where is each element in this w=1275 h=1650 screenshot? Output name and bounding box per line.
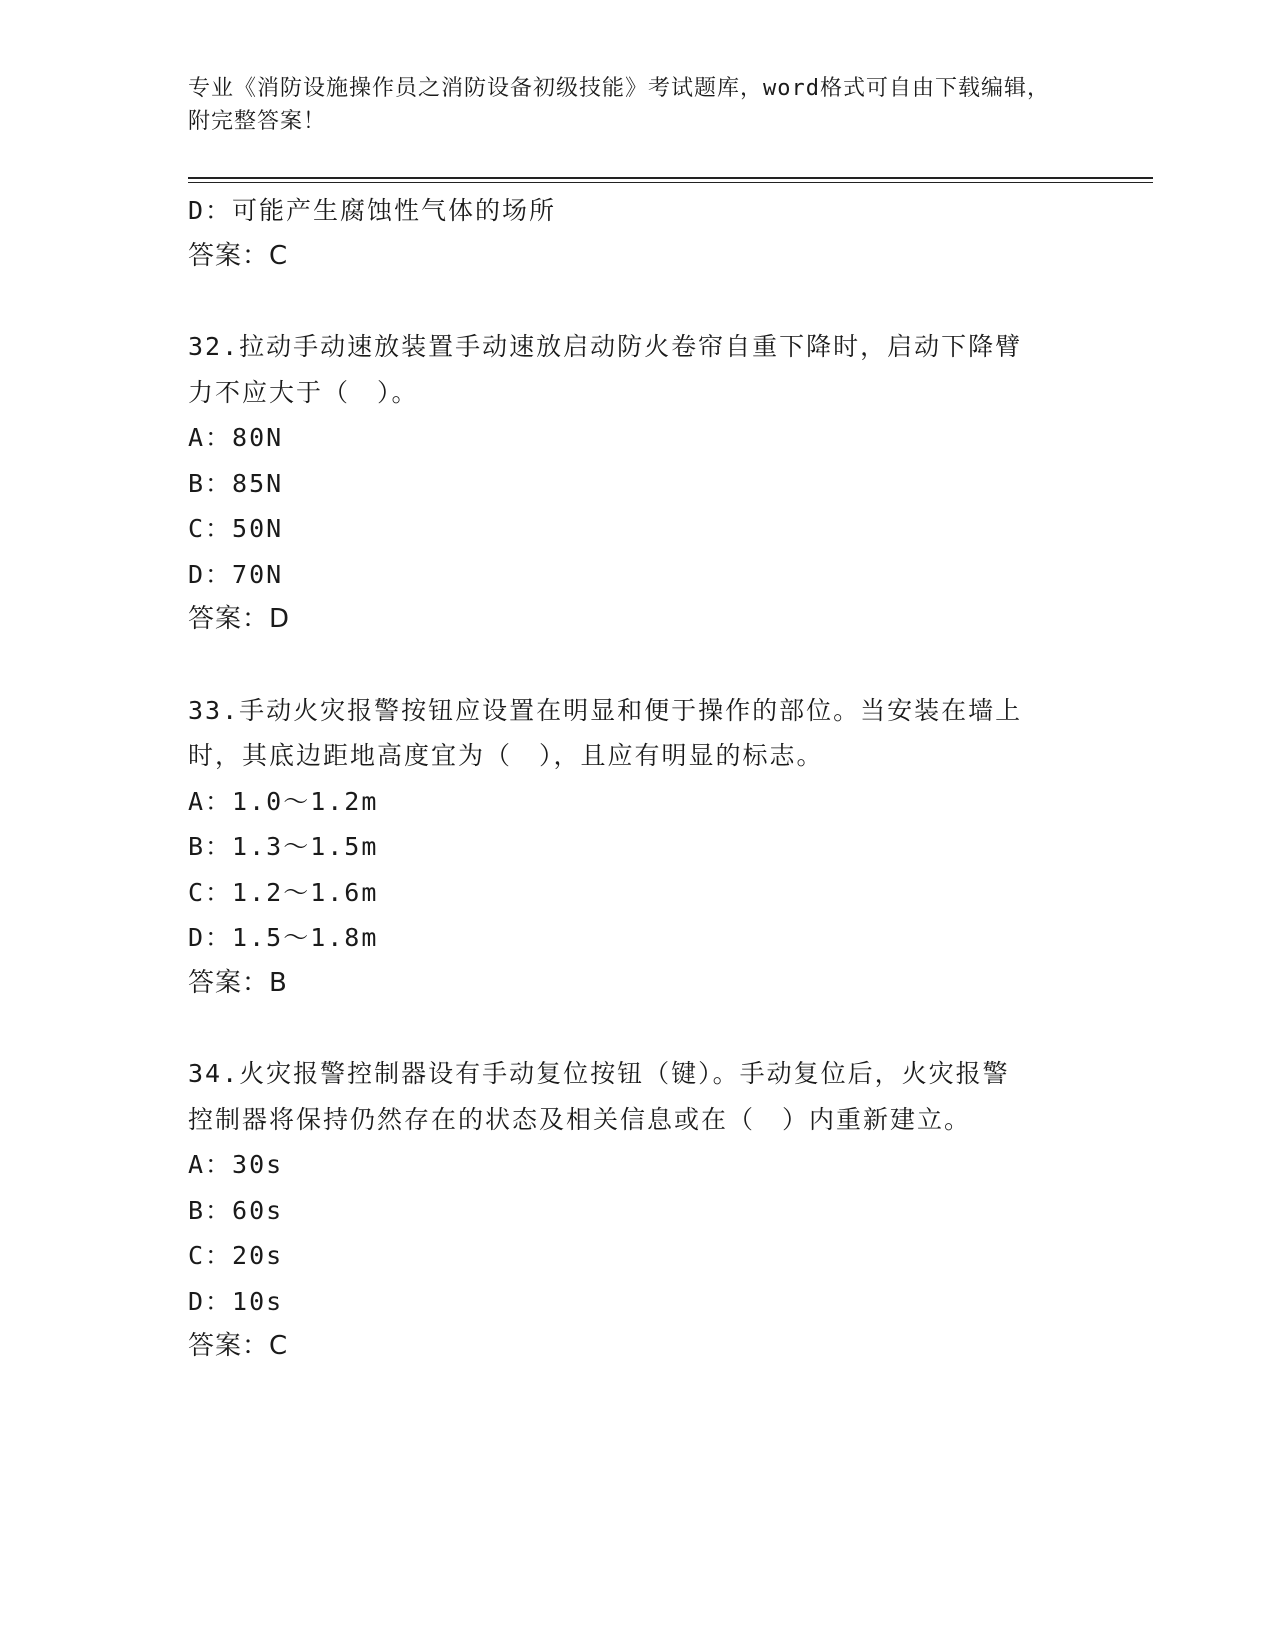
option-d: D：可能产生腐蚀性气体的场所	[188, 196, 557, 225]
option-c: C：50N	[188, 514, 284, 543]
option-d: D：70N	[188, 559, 284, 589]
question-33	[188, 688, 1088, 1007]
answer: 答案：C	[188, 240, 289, 271]
spacer	[188, 279, 1088, 324]
option-b: B：60s	[188, 1195, 284, 1225]
question-stem-line: 控制器将保持仍然存在的状态及相关信息或在（ ）内重新建立。	[188, 1104, 972, 1134]
question-list	[188, 188, 1088, 1370]
previous-question-tail	[188, 188, 1088, 279]
question-stem-line: 32.拉动手动速放装置手动速放启动防火卷帘自重下降时，启动下降臂	[188, 332, 1023, 361]
option-a: A：1.0～1.2m	[188, 786, 379, 816]
option-a: A：30s	[188, 1150, 284, 1179]
answer: 答案：B	[188, 967, 288, 998]
question-stem-line: 33.手动火灾报警按钮应设置在明显和便于操作的部位。当安装在墙上	[188, 695, 1023, 725]
option-a: A：80N	[188, 423, 284, 452]
header-divider-thin	[188, 182, 1153, 183]
option-c: C：1.2～1.6m	[188, 877, 379, 907]
question-32	[188, 324, 1088, 643]
spacer	[188, 643, 1088, 688]
question-stem-line: 34.火灾报警控制器设有手动复位按钮（键）。手动复位后，火灾报警	[188, 1059, 1010, 1088]
question-34	[188, 1051, 1088, 1370]
option-b: B：1.3～1.5m	[188, 832, 379, 861]
spacer	[188, 1006, 1088, 1051]
question-stem-line: 时，其底边距地高度宜为（ ），且应有明显的标志。	[188, 741, 824, 770]
answer: 答案：C	[188, 1331, 289, 1361]
answer: 答案：D	[188, 604, 291, 634]
document-header: 专业《消防设施操作员之消防设备初级技能》考试题库，word格式可自由下载编辑，附完整答案！	[188, 76, 1050, 134]
option-d: D：1.5～1.8m	[188, 923, 379, 952]
option-b: B：85N	[188, 468, 284, 498]
header-divider-thick	[188, 177, 1153, 179]
option-d: D：10s	[188, 1286, 284, 1316]
question-stem-line: 力不应大于（ ）。	[188, 377, 419, 407]
option-c: C：20s	[188, 1241, 284, 1270]
